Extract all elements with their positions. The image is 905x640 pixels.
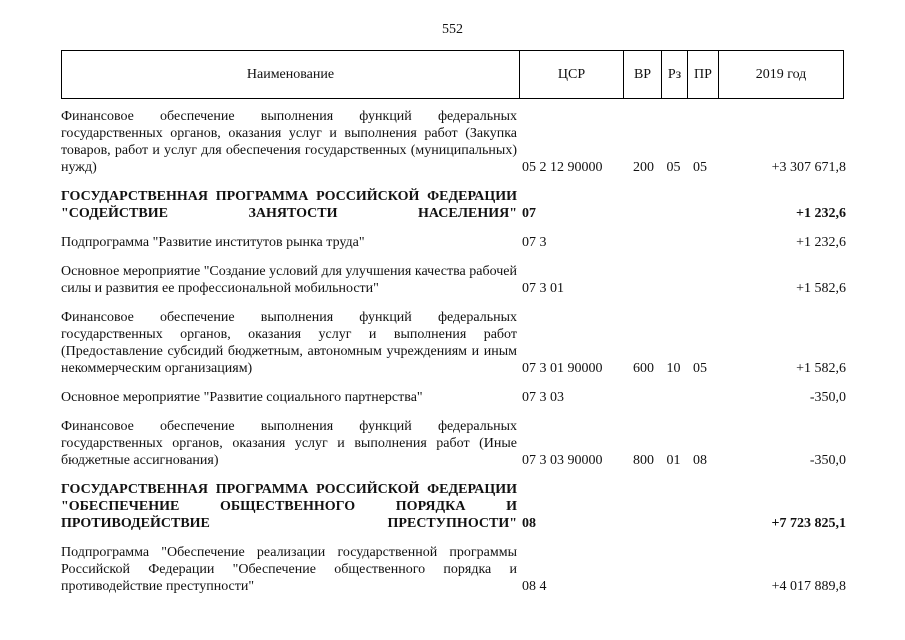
row-name: Финансовое обеспечение выполнения функций федеральных государственных органов, оказания услуг и выполнения работ (Закупка товаров, работ и услуг для обеспечения государственных (муниципальных) нужд) xyxy=(61,109,517,175)
row-sum: -350,0 xyxy=(809,453,846,468)
row-sum: +7 723 825,1 xyxy=(771,516,846,531)
row-csr: 07 3 01 xyxy=(522,281,564,296)
row-sum: +1 582,6 xyxy=(796,281,846,296)
page-number: 552 xyxy=(442,22,463,37)
budget-rows xyxy=(61,108,846,607)
table-row xyxy=(61,188,846,222)
row-pr: 05 xyxy=(693,160,707,175)
row-name: Подпрограмма "Обеспечение реализации государственной программы Российской Федерации "Обеспечение общественного порядка и противодействие преступности" xyxy=(61,545,517,594)
row-csr: 07 3 xyxy=(522,235,547,250)
column-header-year: 2019 год xyxy=(719,51,844,99)
table-row xyxy=(61,263,846,297)
table-header xyxy=(61,50,844,99)
row-rz: 10 xyxy=(666,361,681,376)
row-csr: 07 3 03 90000 xyxy=(522,453,603,468)
row-sum: +4 017 889,8 xyxy=(771,579,846,594)
row-sum: +3 307 671,8 xyxy=(771,160,846,175)
row-csr: 08 4 xyxy=(522,579,547,594)
row-sum: +1 232,6 xyxy=(796,206,846,221)
row-csr: 07 xyxy=(522,206,536,221)
row-name: Основное мероприятие "Развитие социального партнерства" xyxy=(61,390,423,405)
column-header-csr: ЦСР xyxy=(520,51,624,99)
row-name: Подпрограмма "Развитие институтов рынка труда" xyxy=(61,235,365,250)
row-csr: 05 2 12 90000 xyxy=(522,160,603,175)
column-header-rz: Рз xyxy=(662,51,688,99)
row-name: Финансовое обеспечение выполнения функций федеральных государственных органов, оказания услуг и выполнения работ (Иные бюджетные ассигнования) xyxy=(61,419,517,468)
table-row xyxy=(61,108,846,176)
table-row xyxy=(61,481,846,532)
row-pr: 05 xyxy=(693,361,707,376)
row-name: Финансовое обеспечение выполнения функций федеральных государственных органов, оказания услуг и выполнения работ (Предоставление субсидий бюджетным, автономным учреждениям и иным некоммерческим организациям) xyxy=(61,310,517,376)
row-csr: 07 3 01 90000 xyxy=(522,361,603,376)
table-row xyxy=(61,309,846,377)
column-header-vr: ВР xyxy=(624,51,662,99)
column-header-pr: ПР xyxy=(688,51,719,99)
row-pr: 08 xyxy=(693,453,707,468)
row-vr: 600 xyxy=(633,361,654,376)
row-csr: 08 xyxy=(522,516,536,531)
row-sum: -350,0 xyxy=(809,390,846,405)
table-row xyxy=(61,234,846,251)
row-csr: 07 3 03 xyxy=(522,390,564,405)
row-name: ГОСУДАРСТВЕННАЯ ПРОГРАММА РОССИЙСКОЙ ФЕДЕРАЦИИ "ОБЕСПЕЧЕНИЕ ОБЩЕСТВЕННОГО ПОРЯДКА И ПРОТИВОДЕЙСТВИЕ ПРЕСТУПНОСТИ" xyxy=(61,482,517,531)
row-rz: 01 xyxy=(666,453,681,468)
row-vr: 200 xyxy=(633,160,654,175)
table-row xyxy=(61,389,846,406)
table-row xyxy=(61,544,846,595)
column-header-name: Наименование xyxy=(62,51,520,99)
row-sum: +1 232,6 xyxy=(796,235,846,250)
row-name: Основное мероприятие "Создание условий для улучшения качества рабочей силы и развития ее профессиональной мобильности" xyxy=(61,264,517,296)
row-rz: 05 xyxy=(666,160,681,175)
row-vr: 800 xyxy=(633,453,654,468)
row-name: ГОСУДАРСТВЕННАЯ ПРОГРАММА РОССИЙСКОЙ ФЕДЕРАЦИИ "СОДЕЙСТВИЕ ЗАНЯТОСТИ НАСЕЛЕНИЯ" xyxy=(61,189,517,221)
row-sum: +1 582,6 xyxy=(796,361,846,376)
table-row xyxy=(61,418,846,469)
